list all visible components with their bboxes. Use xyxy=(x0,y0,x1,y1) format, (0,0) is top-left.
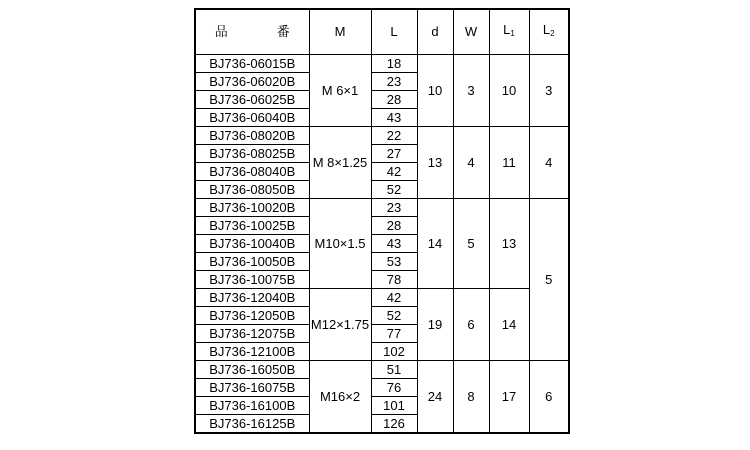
header-l1-sub: 1 xyxy=(510,29,515,38)
part-number-cell: BJ736-10050B xyxy=(195,253,309,271)
thread-cell: M16×2 xyxy=(309,361,371,434)
part-number-cell: BJ736-06015B xyxy=(195,55,309,73)
part-number-cell: BJ736-12040B xyxy=(195,289,309,307)
header-l2 xyxy=(529,9,569,55)
part-number-cell: BJ736-08025B xyxy=(195,145,309,163)
table-row xyxy=(195,361,569,379)
d-cell: 13 xyxy=(417,127,453,199)
d-cell: 24 xyxy=(417,361,453,434)
part-number-cell: BJ736-16100B xyxy=(195,397,309,415)
header-w: W xyxy=(453,9,489,55)
length-cell: 22 xyxy=(371,127,417,145)
thread-cell: M 6×1 xyxy=(309,55,371,127)
length-cell: 77 xyxy=(371,325,417,343)
part-number-cell: BJ736-10025B xyxy=(195,217,309,235)
part-number-cell: BJ736-16075B xyxy=(195,379,309,397)
l1-cell: 11 xyxy=(489,127,529,199)
length-cell: 27 xyxy=(371,145,417,163)
length-cell: 18 xyxy=(371,55,417,73)
length-cell: 52 xyxy=(371,307,417,325)
table-row xyxy=(195,199,569,217)
l1-cell: 17 xyxy=(489,361,529,434)
l1-cell: 10 xyxy=(489,55,529,127)
length-cell: 52 xyxy=(371,181,417,199)
length-cell: 43 xyxy=(371,235,417,253)
length-cell: 28 xyxy=(371,91,417,109)
w-cell: 6 xyxy=(453,289,489,361)
w-cell: 4 xyxy=(453,127,489,199)
length-cell: 126 xyxy=(371,415,417,434)
header-d: d xyxy=(417,9,453,55)
header-m: M xyxy=(309,9,371,55)
w-cell: 8 xyxy=(453,361,489,434)
length-cell: 42 xyxy=(371,289,417,307)
part-number-cell: BJ736-12075B xyxy=(195,325,309,343)
part-number-cell: BJ736-06025B xyxy=(195,91,309,109)
length-cell: 43 xyxy=(371,109,417,127)
w-cell: 5 xyxy=(453,199,489,289)
table-row xyxy=(195,289,569,307)
part-number-cell: BJ736-06040B xyxy=(195,109,309,127)
part-number-cell: BJ736-06020B xyxy=(195,73,309,91)
header-l1-base: L xyxy=(503,22,511,37)
l2-shared-cell: 5 xyxy=(529,199,569,361)
d-cell: 10 xyxy=(417,55,453,127)
d-cell: 14 xyxy=(417,199,453,289)
header-row xyxy=(195,9,569,55)
length-cell: 78 xyxy=(371,271,417,289)
length-cell: 51 xyxy=(371,361,417,379)
length-cell: 76 xyxy=(371,379,417,397)
length-cell: 101 xyxy=(371,397,417,415)
part-number-cell: BJ736-08050B xyxy=(195,181,309,199)
length-cell: 28 xyxy=(371,217,417,235)
l1-cell: 13 xyxy=(489,199,529,289)
part-number-cell: BJ736-12100B xyxy=(195,343,309,361)
part-number-cell: BJ736-08040B xyxy=(195,163,309,181)
length-cell: 23 xyxy=(371,73,417,91)
l2-cell: 6 xyxy=(529,361,569,434)
spec-table xyxy=(194,8,570,434)
w-cell: 3 xyxy=(453,55,489,127)
part-number-cell: BJ736-10020B xyxy=(195,199,309,217)
l2-cell: 3 xyxy=(529,55,569,127)
thread-cell: M10×1.5 xyxy=(309,199,371,289)
part-number-cell: BJ736-16125B xyxy=(195,415,309,434)
length-cell: 42 xyxy=(371,163,417,181)
d-cell: 19 xyxy=(417,289,453,361)
l1-cell: 14 xyxy=(489,289,529,361)
length-cell: 23 xyxy=(371,199,417,217)
l2-cell: 4 xyxy=(529,127,569,199)
part-number-cell: BJ736-16050B xyxy=(195,361,309,379)
length-cell: 102 xyxy=(371,343,417,361)
part-number-cell: BJ736-10040B xyxy=(195,235,309,253)
part-number-cell: BJ736-10075B xyxy=(195,271,309,289)
header-part-number: 品 番 xyxy=(195,9,309,55)
header-l1 xyxy=(489,9,529,55)
thread-cell: M 8×1.25 xyxy=(309,127,371,199)
header-l2-sub: 2 xyxy=(550,29,555,38)
header-l2-base: L xyxy=(542,22,551,37)
thread-cell: M12×1.75 xyxy=(309,289,371,361)
table-row xyxy=(195,127,569,145)
table-row xyxy=(195,55,569,73)
part-number-cell: BJ736-12050B xyxy=(195,307,309,325)
length-cell: 53 xyxy=(371,253,417,271)
header-l: L xyxy=(371,9,417,55)
part-number-cell: BJ736-08020B xyxy=(195,127,309,145)
